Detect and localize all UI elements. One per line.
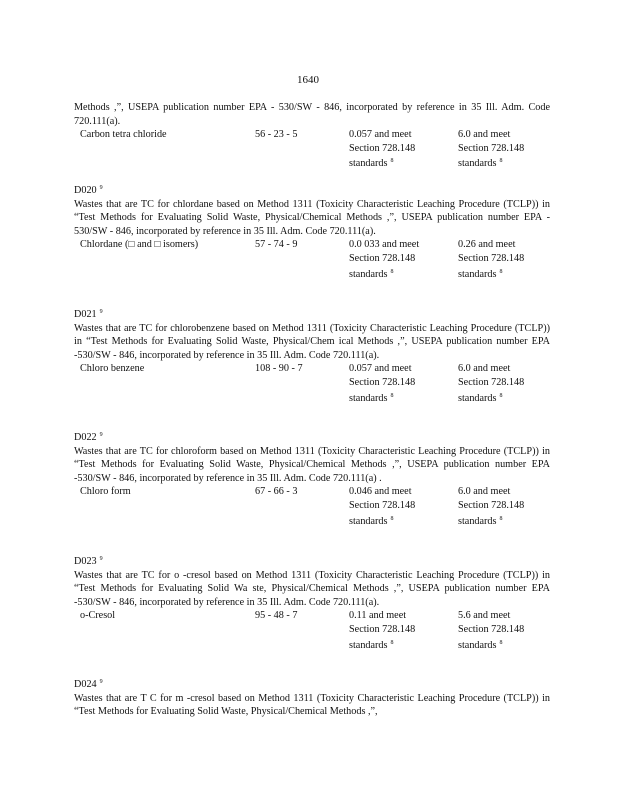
wastewater-standard (349, 485, 449, 528)
constituent-row (74, 128, 550, 170)
waste-entry-d021 (74, 306, 550, 404)
nww-standards: standards $^8$ (458, 158, 503, 170)
nww-value: 5.6 and meet (458, 610, 511, 622)
ww-value: 0.046 and meet (349, 486, 412, 498)
footnote-ref: 9 (99, 309, 103, 315)
constituent-name: Chloro form (80, 486, 131, 498)
ww-standards: standards $^8$ (349, 392, 394, 404)
nww-value: 6.0 and meet (458, 363, 511, 375)
wastewater-standard (349, 128, 449, 171)
constituent-row (74, 485, 550, 527)
waste-entry-continued (74, 101, 550, 170)
waste-code: D020 $^9$ (74, 185, 103, 196)
footnote-ref: 9 (99, 432, 103, 438)
nonwastewater-standard (458, 485, 558, 528)
ww-value: 0.11 and meet (349, 610, 407, 622)
nww-section: Section 728.148 (458, 376, 525, 388)
footnote-ref: 8 (499, 268, 503, 275)
constituent-row (74, 238, 550, 280)
waste-code: D021 $^9$ (74, 309, 103, 320)
constituent-row (74, 362, 550, 404)
footnote-ref: 8 (499, 392, 503, 399)
ww-section: Section 728.148 (349, 623, 416, 635)
ww-section: Section 728.148 (349, 252, 416, 264)
constituent-name: o-Cresol (80, 610, 116, 622)
constituent-name: Chlordane (□ and □ isomers) (80, 239, 199, 251)
nonwastewater-standard (458, 609, 558, 652)
footnote-ref: 9 (99, 556, 103, 562)
nonwastewater-standard (458, 128, 558, 171)
ww-section: Section 728.148 (349, 499, 416, 511)
nww-value: 6.0 and meet (458, 129, 511, 141)
waste-entry-d024 (74, 676, 550, 719)
footnote-ref: 8 (390, 639, 394, 646)
entry-description: Wastes that are TC for chloroform based on Method 1311 (Toxicity Characteristic Leaching Procedure (TCLP)) in “Test Methods for Evaluating Solid Waste, Physical/Chemical Methods ,”, USEPA publication number EPA -530/SW - 846, incorporated by reference in 35 Ill. Adm. Code 720.111(a) . (74, 445, 550, 484)
wastewater-standard (349, 609, 449, 652)
cas-number: 56 - 23 - 5 (255, 129, 298, 141)
ww-value: 0.057 and meet (349, 363, 412, 375)
ww-value: 0.057 and meet (349, 129, 412, 141)
entry-description: Wastes that are TC for chlordane based on Method 1311 (Toxicity Characteristic Leaching Procedure (TCLP)) in “Test Methods for Evaluating Solid Waste, Physical/Chemical Methods ,”, USEPA publication number EPA - 530/SW - 846, incorporated by reference in 35 Ill. Adm. Code 720.111(a). (74, 198, 550, 237)
footnote-ref: 8 (499, 515, 503, 522)
nonwastewater-standard (458, 362, 558, 405)
footnote-ref: 8 (390, 268, 394, 275)
waste-entry-d022 (74, 429, 550, 527)
footnote-ref: 8 (390, 515, 394, 522)
footnote-ref: 8 (390, 158, 394, 165)
footnote-ref: 9 (99, 679, 103, 685)
wastewater-standard (349, 238, 449, 281)
waste-code: D022 $^9$ (74, 432, 103, 443)
page-number: 1640 (297, 74, 319, 86)
ww-section: Section 728.148 (349, 376, 416, 388)
cas-number: 67 - 66 - 3 (255, 486, 298, 498)
nww-section: Section 728.148 (458, 623, 525, 635)
ww-section: Section 728.148 (349, 142, 416, 154)
nww-standards: standards $^8$ (458, 639, 503, 651)
footnote-ref: 8 (499, 639, 503, 646)
entry-description: Methods ,”, USEPA publication number EPA - 530/SW - 846, incorporated by reference in 35 Ill. Adm. Code 720.111(a). (74, 102, 550, 127)
ww-standards: standards $^8$ (349, 268, 394, 280)
footnote-ref: 8 (390, 392, 394, 399)
nww-value: 6.0 and meet (458, 486, 511, 498)
entry-description: Wastes that are T C for m -cresol based on Method 1311 (Toxicity Characteristic Leaching Procedure (TCLP)) in “Test Methods for Evaluating Solid Waste, Physical/Chemical Methods ,”, (74, 692, 550, 718)
entry-description: Wastes that are TC for chlorobenzene based on Method 1311 (Toxicity Characteristic Leaching Procedure (TCLP)) in “Test Methods for Evaluating Solid Waste, Physical/Chem ical Methods ,”, USEPA publication number EPA -530/SW - 846, incorporated by reference in 35 Ill. Adm. Code 720.111(a). (74, 322, 550, 361)
cas-number: 57 - 74 - 9 (255, 239, 298, 251)
waste-entry-d020 (74, 182, 550, 280)
waste-entry-d023 (74, 553, 550, 651)
entry-description: Wastes that are TC for o -cresol based on Method 1311 (Toxicity Characteristic Leaching Procedure (TCLP)) in “Test Methods for Evaluating Solid Wa ste, Physical/Chemical Methods ,”, USEPA publication number EPA -530/SW - 846, incorporated by reference in 35 Ill. Adm. Code 720.111(a). (74, 569, 550, 608)
nww-section: Section 728.148 (458, 252, 525, 264)
footnote-ref: 8 (499, 158, 503, 165)
nww-standards: standards $^8$ (458, 392, 503, 404)
waste-code: D023 $^9$ (74, 556, 103, 567)
ww-standards: standards $^8$ (349, 639, 394, 651)
constituent-row (74, 609, 550, 651)
nww-section: Section 728.148 (458, 499, 525, 511)
footnote-ref: 9 (99, 185, 103, 191)
nww-standards: standards $^8$ (458, 268, 503, 280)
cas-number: 95 - 48 - 7 (255, 610, 298, 622)
wastewater-standard (349, 362, 449, 405)
waste-code: D024 $^9$ (74, 679, 103, 690)
cas-number: 108 - 90 - 7 (255, 363, 303, 375)
nww-standards: standards $^8$ (458, 515, 503, 527)
constituent-name: Chloro benzene (80, 363, 145, 375)
ww-standards: standards $^8$ (349, 158, 394, 170)
constituent-name: Carbon tetra chloride (80, 129, 167, 141)
nonwastewater-standard (458, 238, 558, 281)
ww-value: 0.0 033 and meet (349, 239, 420, 251)
nww-value: 0.26 and meet (458, 239, 516, 251)
nww-section: Section 728.148 (458, 142, 525, 154)
ww-standards: standards $^8$ (349, 515, 394, 527)
